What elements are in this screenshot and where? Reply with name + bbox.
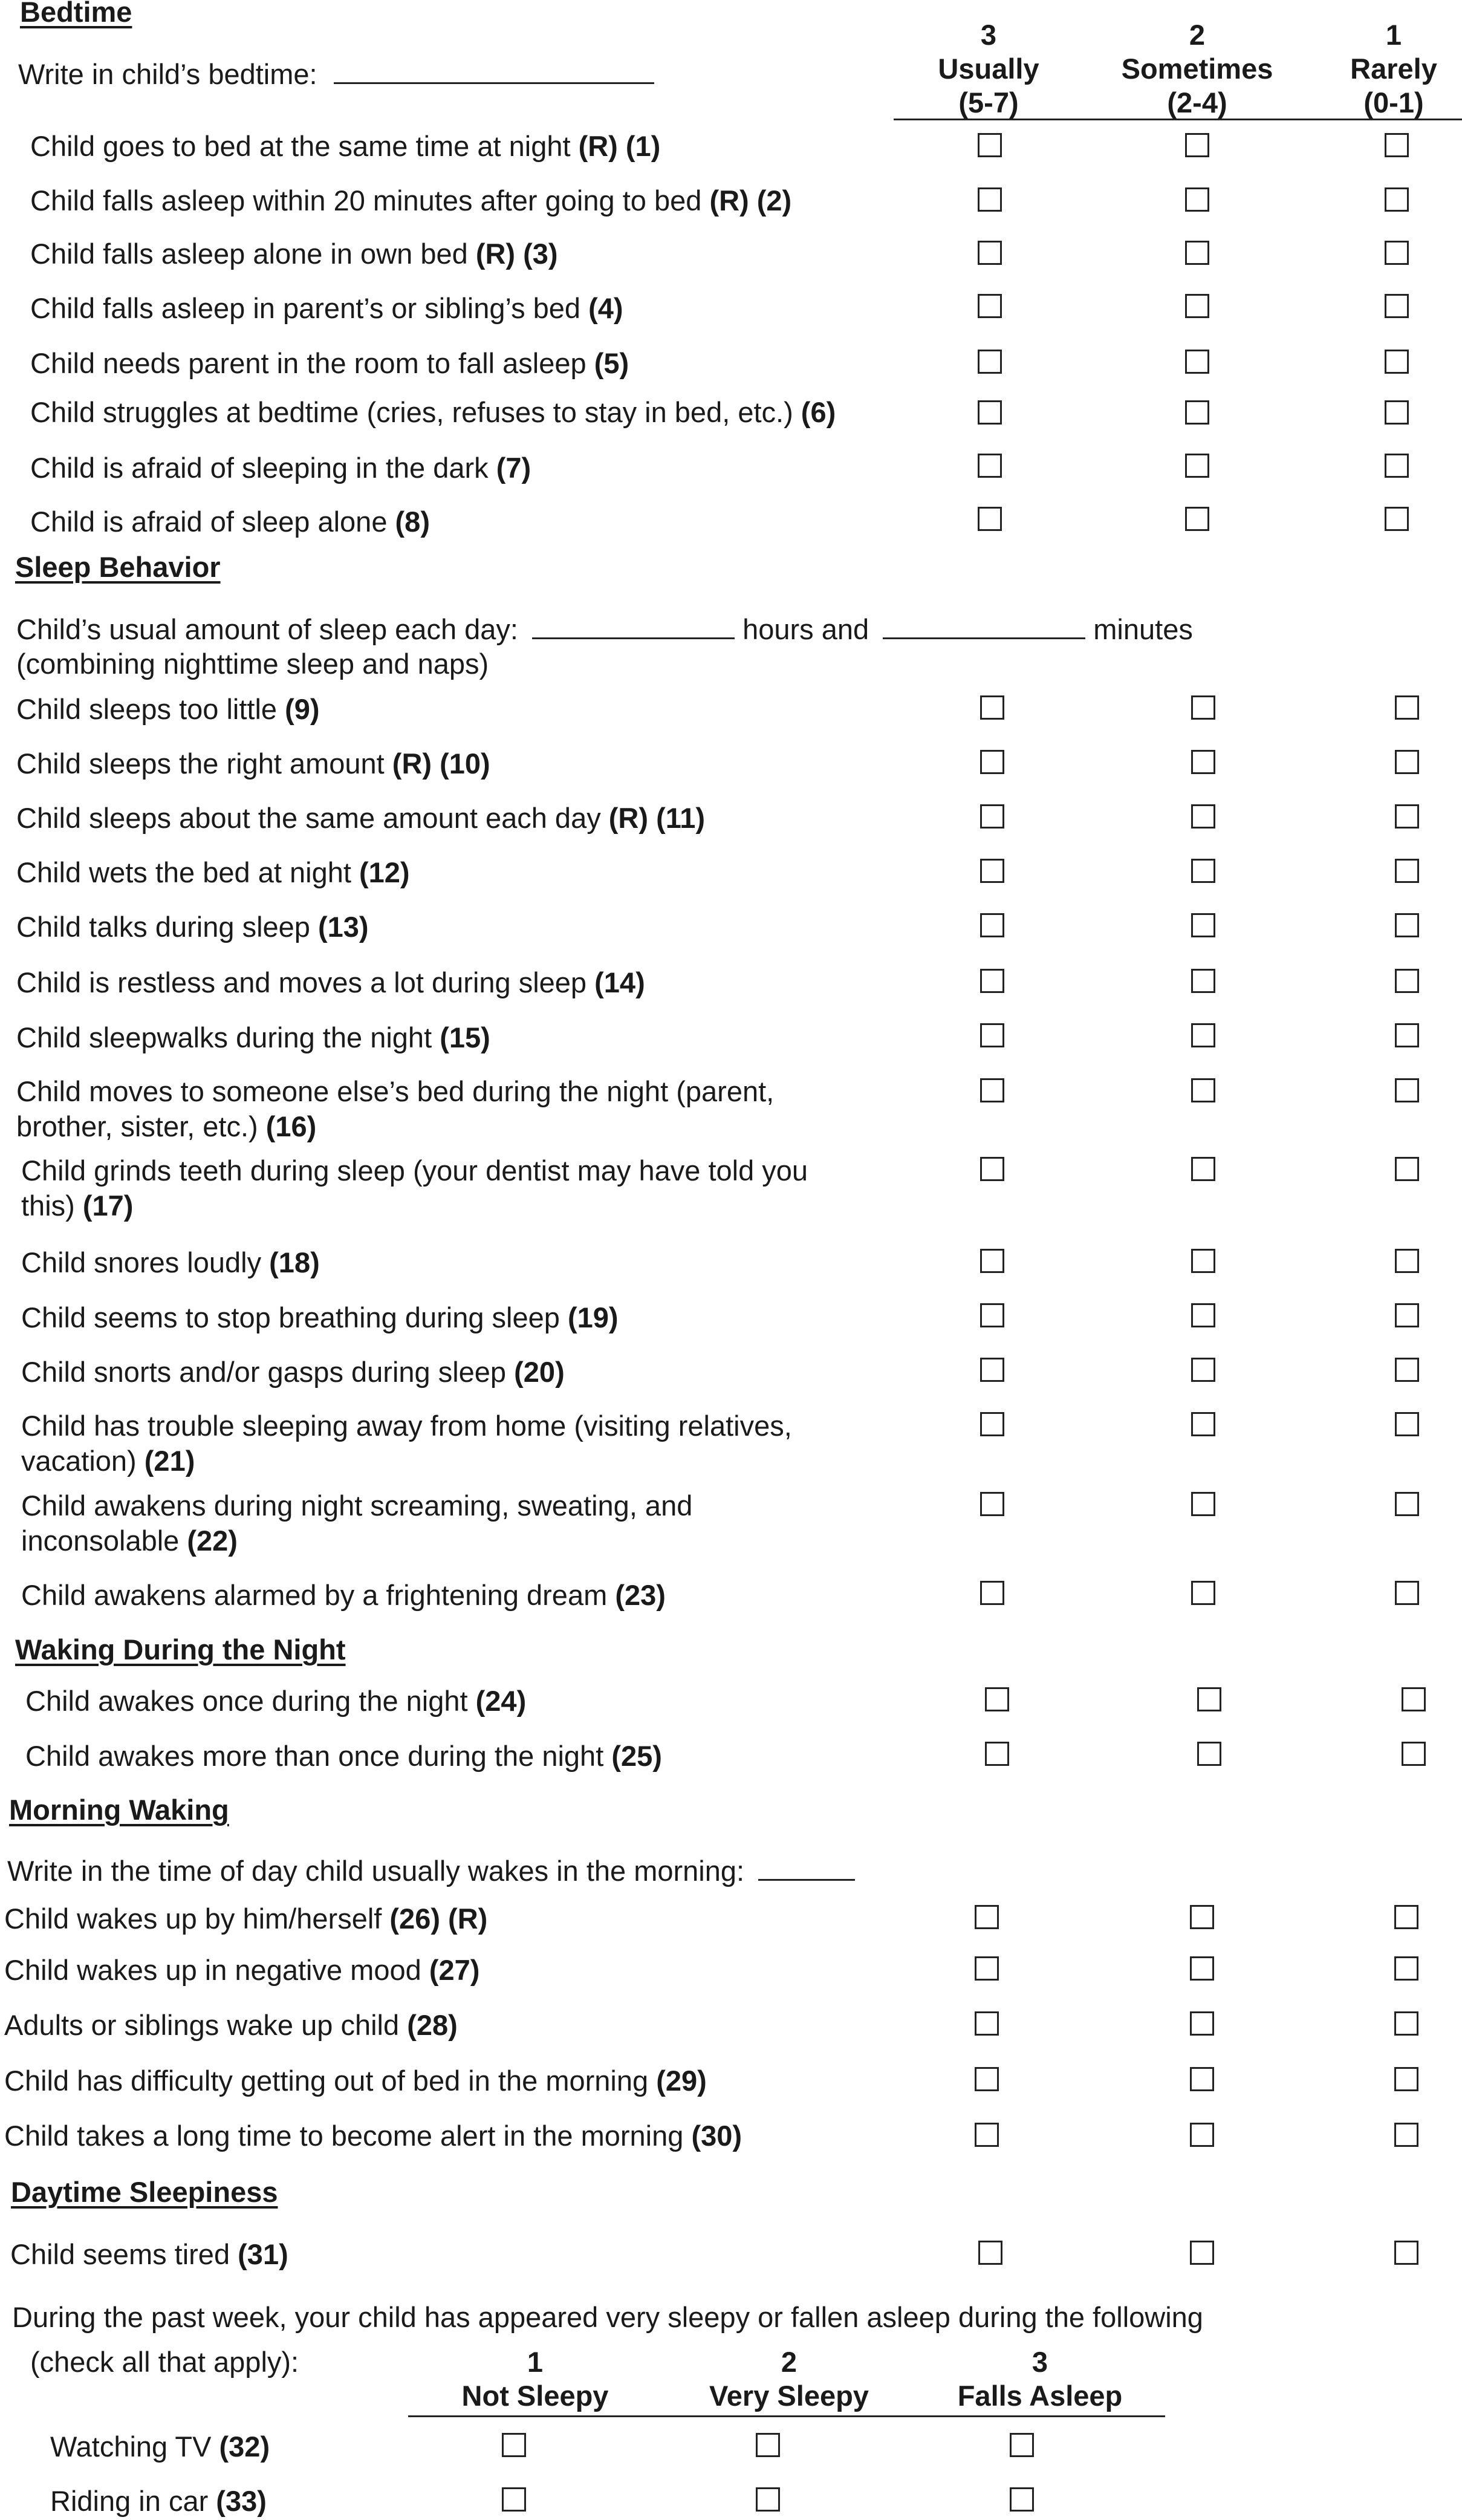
item-15-code: (15) [440, 1021, 490, 1053]
col-rarely-score: 1 [1385, 19, 1402, 51]
item-17-line1: Child grinds teeth during sleep (your dentist may have told you [21, 1154, 808, 1187]
item-5 [30, 347, 629, 380]
item-20-text: Child snorts and/or gasps during sleep [21, 1356, 507, 1388]
item-24-text: Child awakes once during the night [25, 1685, 468, 1717]
item-11-usually-checkbox[interactable] [980, 804, 1004, 829]
item-21-line2 [21, 1444, 195, 1478]
item-17-line2 [21, 1189, 133, 1223]
item-31-sometimes-checkbox[interactable] [1190, 2241, 1214, 2265]
item-30-rarely-checkbox[interactable] [1394, 2123, 1418, 2147]
item-8-text: Child is afraid of sleep alone [30, 506, 388, 538]
item-27-usually-checkbox[interactable] [975, 1956, 999, 1981]
item-29 [4, 2064, 707, 2098]
col-not-sleepy-score: 1 [527, 2346, 544, 2378]
item-23-text: Child awakens alarmed by a frightening dream [21, 1579, 608, 1611]
item-13-code: (13) [318, 911, 369, 943]
item-7-text: Child is afraid of sleeping in the dark [30, 452, 489, 484]
col-usually-range: (5-7) [958, 86, 1019, 119]
item-18-code: (18) [269, 1246, 320, 1278]
item-28-sometimes-checkbox[interactable] [1190, 2011, 1214, 2036]
item-31 [10, 2238, 288, 2271]
col-usually-header [928, 18, 1049, 120]
item-10-rarely-checkbox[interactable] [1395, 750, 1419, 774]
item-18-text: Child snores loudly [21, 1246, 262, 1278]
col-sometimes-range: (2-4) [1167, 86, 1227, 119]
item-19-rarely-checkbox[interactable] [1395, 1303, 1419, 1327]
item-29-sometimes-checkbox[interactable] [1190, 2067, 1214, 2091]
column-header-rule [894, 119, 1462, 120]
item-23-code: (23) [615, 1579, 666, 1611]
item-3 [30, 237, 558, 271]
item-1-sometimes-checkbox[interactable] [1185, 133, 1209, 157]
item-13-sometimes-checkbox[interactable] [1191, 913, 1215, 937]
item-11-sometimes-checkbox[interactable] [1191, 804, 1215, 829]
item-30-text: Child takes a long time to become alert in the morning [4, 2120, 684, 2152]
item-22-code: (22) [187, 1525, 238, 1557]
item-21-usually-checkbox[interactable] [980, 1412, 1004, 1436]
item-30-code: (30) [691, 2120, 742, 2152]
item-6-text: Child struggles at bedtime (cries, refuses to stay in bed, etc.) [30, 396, 793, 428]
item-13-usually-checkbox[interactable] [980, 913, 1004, 937]
item-16-code: (16) [265, 1110, 317, 1142]
item-18-usually-checkbox[interactable] [980, 1249, 1004, 1273]
item-22-line2 [21, 1524, 238, 1558]
item-26 [4, 1902, 487, 1936]
bedtime-prompt-label: Write in child’s bedtime: [18, 58, 317, 90]
item-14-sometimes-checkbox[interactable] [1191, 969, 1215, 993]
item-32-code: (32) [219, 2430, 270, 2463]
item-19-text: Child seems to stop breathing during sleep [21, 1301, 560, 1333]
item-17-rarely-checkbox[interactable] [1395, 1157, 1419, 1181]
item-20-usually-checkbox[interactable] [980, 1358, 1004, 1382]
item-12-rarely-checkbox[interactable] [1395, 859, 1419, 883]
item-12-usually-checkbox[interactable] [980, 859, 1004, 883]
item-5-rarely-checkbox[interactable] [1385, 350, 1409, 374]
item-14-usually-checkbox[interactable] [980, 969, 1004, 993]
item-26-rarely-checkbox[interactable] [1394, 1905, 1418, 1929]
past-week-prompt-line2: (check all that apply): [30, 2346, 299, 2378]
wake-time-blank[interactable] [758, 1879, 855, 1881]
item-24-usually-checkbox[interactable] [985, 1687, 1009, 1711]
item-32-text: Watching TV [50, 2430, 212, 2463]
item-28-code: (28) [407, 2009, 458, 2041]
sleep-amount-label: Child’s usual amount of sleep each day: [16, 613, 518, 645]
item-13-rarely-checkbox[interactable] [1395, 913, 1419, 937]
item-11-code: (R) (11) [608, 802, 706, 834]
item-21-sometimes-checkbox[interactable] [1191, 1412, 1215, 1436]
item-24-rarely-checkbox[interactable] [1402, 1687, 1426, 1711]
bedtime-prompt [18, 57, 654, 91]
item-1-text: Child goes to bed at the same time at night [30, 130, 571, 162]
sleep-amount-prompt [16, 613, 1193, 646]
item-17-sometimes-checkbox[interactable] [1191, 1157, 1215, 1181]
item-18-sometimes-checkbox[interactable] [1191, 1249, 1215, 1273]
item-27-text: Child wakes up in negative mood [4, 1954, 421, 1986]
item-9-text: Child sleeps too little [16, 693, 278, 725]
item-18-rarely-checkbox[interactable] [1395, 1249, 1419, 1273]
item-29-code: (29) [656, 2065, 707, 2097]
item-27-sometimes-checkbox[interactable] [1190, 1956, 1214, 1981]
item-3-rarely-checkbox[interactable] [1385, 241, 1409, 265]
item-33-not-sleepy-checkbox[interactable] [502, 2487, 526, 2512]
item-13-text: Child talks during sleep [16, 911, 310, 943]
item-25-sometimes-checkbox[interactable] [1197, 1742, 1221, 1766]
section-sleep-behavior: Sleep Behavior [15, 551, 221, 583]
sleep-minutes-label: minutes [1093, 613, 1193, 645]
item-22-rarely-checkbox[interactable] [1395, 1492, 1419, 1516]
sleep-minutes-blank[interactable] [883, 637, 1085, 639]
item-14 [16, 966, 645, 1000]
item-1-usually-checkbox[interactable] [978, 133, 1002, 157]
item-31-text: Child seems tired [10, 2238, 230, 2270]
item-25 [25, 1739, 662, 1773]
item-1-rarely-checkbox[interactable] [1385, 133, 1409, 157]
item-24 [25, 1684, 526, 1718]
item-25-text: Child awakes more than once during the night [25, 1740, 604, 1772]
item-14-rarely-checkbox[interactable] [1395, 969, 1419, 993]
item-22-line1: Child awakens during night screaming, sweating, and [21, 1490, 693, 1522]
item-5-code: (5) [594, 347, 629, 379]
item-18 [21, 1246, 320, 1280]
item-10-usually-checkbox[interactable] [980, 750, 1004, 774]
col-very-sleepy-header [665, 2345, 913, 2413]
item-25-rarely-checkbox[interactable] [1402, 1742, 1426, 1766]
item-9 [16, 692, 320, 726]
item-14-code: (14) [594, 966, 645, 998]
item-2-usually-checkbox[interactable] [978, 187, 1002, 212]
sleepy-header-rule [408, 2415, 1165, 2417]
item-16-line2-text: brother, sister, etc.) [16, 1110, 258, 1142]
item-28 [4, 2008, 458, 2042]
item-33-falls-asleep-checkbox[interactable] [1010, 2487, 1034, 2512]
item-19-sometimes-checkbox[interactable] [1191, 1303, 1215, 1327]
item-5-text: Child needs parent in the room to fall asleep [30, 347, 586, 379]
item-19-usually-checkbox[interactable] [980, 1303, 1004, 1327]
item-16-usually-checkbox[interactable] [980, 1078, 1004, 1102]
col-usually-label: Usually [938, 53, 1039, 85]
item-9-code: (9) [285, 693, 320, 725]
col-very-sleepy-label: Very Sleepy [709, 2380, 869, 2412]
col-sometimes-label: Sometimes [1121, 53, 1273, 85]
item-17-line2-text: this) [21, 1190, 75, 1222]
col-falls-asleep-header [916, 2345, 1164, 2413]
item-25-code: (25) [611, 1740, 662, 1772]
item-12-code: (12) [359, 856, 410, 888]
item-6-rarely-checkbox[interactable] [1385, 400, 1409, 425]
wake-time-label: Write in the time of day child usually wakes in the morning: [7, 1855, 745, 1887]
item-20-rarely-checkbox[interactable] [1395, 1358, 1419, 1382]
item-16-sometimes-checkbox[interactable] [1191, 1078, 1215, 1102]
item-3-usually-checkbox[interactable] [978, 241, 1002, 265]
item-19-code: (19) [567, 1301, 619, 1333]
item-12-text: Child wets the bed at night [16, 856, 351, 888]
item-2 [30, 184, 791, 218]
item-33-text: Riding in car [50, 2485, 209, 2517]
item-23-rarely-checkbox[interactable] [1395, 1581, 1419, 1605]
item-20 [21, 1355, 565, 1389]
item-10-sometimes-checkbox[interactable] [1191, 750, 1215, 774]
section-bedtime: Bedtime [20, 0, 132, 28]
item-8-sometimes-checkbox[interactable] [1185, 507, 1209, 531]
item-26-usually-checkbox[interactable] [975, 1905, 999, 1929]
item-12-sometimes-checkbox[interactable] [1191, 859, 1215, 883]
item-21-line1: Child has trouble sleeping away from home (visiting relatives, [21, 1410, 792, 1442]
item-8-usually-checkbox[interactable] [978, 507, 1002, 531]
item-22-sometimes-checkbox[interactable] [1191, 1492, 1215, 1516]
item-25-usually-checkbox[interactable] [985, 1742, 1009, 1766]
item-3-sometimes-checkbox[interactable] [1185, 241, 1209, 265]
col-usually-score: 3 [980, 19, 997, 51]
bedtime-blank[interactable] [334, 82, 654, 84]
item-24-code: (24) [475, 1685, 527, 1717]
item-14-text: Child is restless and moves a lot during sleep [16, 966, 587, 998]
item-16-line1: Child moves to someone else’s bed during the night (parent, [16, 1075, 775, 1107]
item-5-usually-checkbox[interactable] [978, 350, 1002, 374]
item-3-code: (R) (3) [475, 238, 558, 270]
item-9-rarely-checkbox[interactable] [1395, 695, 1419, 720]
col-sometimes-score: 2 [1189, 19, 1206, 51]
item-11 [16, 801, 705, 835]
item-15-rarely-checkbox[interactable] [1395, 1023, 1419, 1047]
item-32-very-sleepy-checkbox[interactable] [756, 2433, 780, 2457]
item-21-code: (21) [144, 1445, 195, 1477]
item-31-usually-checkbox[interactable] [978, 2241, 1002, 2265]
item-4-usually-checkbox[interactable] [978, 294, 1002, 318]
section-daytime-sleepiness: Daytime Sleepiness [11, 2176, 278, 2208]
item-15 [16, 1021, 490, 1055]
item-21-line2-text: vacation) [21, 1445, 137, 1477]
item-6-sometimes-checkbox[interactable] [1185, 400, 1209, 425]
item-27-rarely-checkbox[interactable] [1394, 1956, 1418, 1981]
sleep-amount-note: (combining nighttime sleep and naps) [16, 648, 489, 680]
col-not-sleepy-label: Not Sleepy [461, 2380, 609, 2412]
item-10 [16, 747, 490, 781]
item-24-sometimes-checkbox[interactable] [1197, 1687, 1221, 1711]
item-6-usually-checkbox[interactable] [978, 400, 1002, 425]
item-12 [16, 856, 410, 890]
item-33-very-sleepy-checkbox[interactable] [756, 2487, 780, 2512]
item-17-usually-checkbox[interactable] [980, 1157, 1004, 1181]
wake-time-prompt [7, 1854, 855, 1888]
item-7 [30, 451, 531, 485]
item-13 [16, 910, 369, 944]
item-21-rarely-checkbox[interactable] [1395, 1412, 1419, 1436]
item-10-text: Child sleeps the right amount [16, 747, 385, 780]
item-9-usually-checkbox[interactable] [980, 695, 1004, 720]
item-28-rarely-checkbox[interactable] [1394, 2011, 1418, 2036]
item-5-sometimes-checkbox[interactable] [1185, 350, 1209, 374]
item-8-code: (8) [395, 506, 430, 538]
item-22-line2-text: inconsolable [21, 1525, 180, 1557]
sleep-hours-label: hours and [742, 613, 869, 645]
item-4-text: Child falls asleep in parent’s or sibling’s bed [30, 292, 581, 324]
item-30-usually-checkbox[interactable] [975, 2123, 999, 2147]
item-31-rarely-checkbox[interactable] [1394, 2241, 1418, 2265]
item-4-sometimes-checkbox[interactable] [1185, 294, 1209, 318]
item-2-code: (R) (2) [709, 184, 792, 217]
item-29-usually-checkbox[interactable] [975, 2067, 999, 2091]
item-7-rarely-checkbox[interactable] [1385, 454, 1409, 478]
item-7-usually-checkbox[interactable] [978, 454, 1002, 478]
past-week-prompt-line1: During the past week, your child has appeared very sleepy or fallen asleep during the following [12, 2301, 1203, 2333]
item-23-usually-checkbox[interactable] [980, 1581, 1004, 1605]
item-20-sometimes-checkbox[interactable] [1191, 1358, 1215, 1382]
item-2-sometimes-checkbox[interactable] [1185, 187, 1209, 212]
section-morning-waking: Morning Waking [9, 1794, 229, 1826]
item-33 [50, 2484, 267, 2518]
item-6-code: (6) [801, 396, 836, 428]
sleep-hours-blank[interactable] [532, 637, 735, 639]
item-11-text: Child sleeps about the same amount each day [16, 802, 601, 834]
item-7-code: (7) [496, 452, 531, 484]
item-32 [50, 2430, 270, 2464]
item-3-text: Child falls asleep alone in own bed [30, 238, 468, 270]
item-1-code: (R) (1) [578, 130, 661, 162]
item-4 [30, 291, 623, 325]
item-7-sometimes-checkbox[interactable] [1185, 454, 1209, 478]
item-16-line2 [16, 1110, 316, 1144]
col-not-sleepy-header [411, 2345, 659, 2413]
item-15-sometimes-checkbox[interactable] [1191, 1023, 1215, 1047]
item-8 [30, 505, 430, 539]
item-15-text: Child sleepwalks during the night [16, 1021, 432, 1053]
item-9-sometimes-checkbox[interactable] [1191, 695, 1215, 720]
item-30-sometimes-checkbox[interactable] [1190, 2123, 1214, 2147]
col-rarely-label: Rarely [1350, 53, 1437, 85]
item-15-usually-checkbox[interactable] [980, 1023, 1004, 1047]
item-32-not-sleepy-checkbox[interactable] [502, 2433, 526, 2457]
item-10-code: (R) (10) [392, 747, 490, 780]
item-4-code: (4) [588, 292, 623, 324]
item-29-rarely-checkbox[interactable] [1394, 2067, 1418, 2091]
item-8-rarely-checkbox[interactable] [1385, 507, 1409, 531]
item-30 [4, 2119, 742, 2153]
item-23-sometimes-checkbox[interactable] [1191, 1581, 1215, 1605]
item-26-code: (26) (R) [389, 1903, 488, 1935]
item-2-rarely-checkbox[interactable] [1385, 187, 1409, 212]
item-31-code: (31) [238, 2238, 288, 2270]
item-20-code: (20) [514, 1356, 565, 1388]
col-falls-asleep-label: Falls Asleep [957, 2380, 1123, 2412]
item-26-text: Child wakes up by him/herself [4, 1903, 382, 1935]
item-33-code: (33) [216, 2485, 267, 2517]
item-28-text: Adults or siblings wake up child [4, 2009, 400, 2041]
item-23 [21, 1578, 666, 1612]
item-11-rarely-checkbox[interactable] [1395, 804, 1419, 829]
item-26-sometimes-checkbox[interactable] [1190, 1905, 1214, 1929]
item-29-text: Child has difficulty getting out of bed in the morning [4, 2065, 649, 2097]
item-1 [30, 129, 660, 163]
item-17-code: (17) [82, 1190, 134, 1222]
item-4-rarely-checkbox[interactable] [1385, 294, 1409, 318]
item-27 [4, 1953, 479, 1987]
col-rarely-range: (0-1) [1363, 86, 1424, 119]
section-waking-during-night: Waking During the Night [15, 1633, 346, 1665]
item-28-usually-checkbox[interactable] [975, 2011, 999, 2036]
item-19 [21, 1301, 619, 1335]
item-2-text: Child falls asleep within 20 minutes after going to bed [30, 184, 702, 217]
item-22-usually-checkbox[interactable] [980, 1492, 1004, 1516]
item-27-code: (27) [429, 1954, 480, 1986]
item-16-rarely-checkbox[interactable] [1395, 1078, 1419, 1102]
item-32-falls-asleep-checkbox[interactable] [1010, 2433, 1034, 2457]
item-6 [30, 396, 836, 429]
col-falls-asleep-score: 3 [1032, 2346, 1048, 2378]
col-sometimes-header [1106, 18, 1288, 120]
col-very-sleepy-score: 2 [781, 2346, 798, 2378]
col-rarely-header [1318, 18, 1462, 120]
